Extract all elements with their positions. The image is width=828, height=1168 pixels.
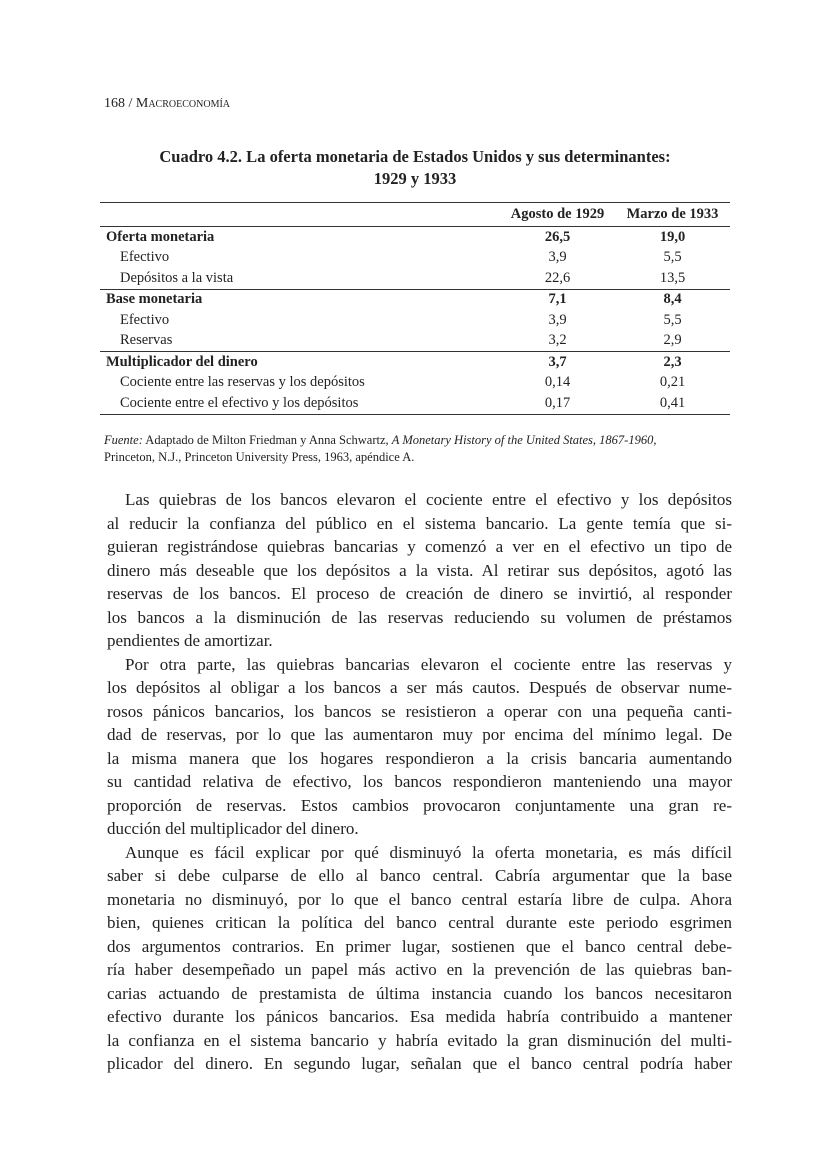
table-row (100, 268, 730, 289)
text-line: los bancos a la disminución de las reservas reduciendo su volumen de préstamos (107, 607, 732, 627)
value-1929: 0,14 (544, 374, 571, 391)
page-number: 168 / (104, 96, 133, 111)
table-row (100, 331, 730, 352)
table-row (100, 352, 730, 373)
text-line: Las quiebras de los bancos elevaron el cociente entre el efectivo y los depósitos (125, 490, 732, 509)
value-1929: 26,5 (500, 227, 615, 248)
table-row (100, 289, 730, 310)
text-line: proporción de reservas. Estos cambios provocaron conjuntamente una gran re- (107, 795, 732, 815)
text-line: pendientes de amortizar. (107, 631, 273, 650)
text-line: guieran registrándose quiebras bancarias y comenzó a ver en el efectivo un tipo de (107, 537, 732, 556)
row-label: Oferta monetaria (100, 227, 500, 248)
text-line: Aunque es fácil explicar por qué disminuyó la oferta monetaria, es más difícil (125, 842, 732, 862)
table-row (100, 393, 730, 414)
text-line: la misma manera que los hogares respondieron a la crisis bancaria aumentando (107, 748, 732, 768)
table-row (100, 373, 730, 394)
text-line: efectivo durante los pánicos bancarios. Esa medida habría contribuido a mantener (107, 1007, 732, 1026)
row-label: Reservas (120, 332, 173, 349)
text-line: ría haber desempeñado un papel más activo en la prevención de las quiebras ban- (107, 960, 732, 979)
row-label: Multiplicador del dinero (100, 352, 500, 373)
book-title: Macroeconomía (135, 96, 231, 111)
text-line: dinero más deseable que los depósitos a la vista. Al retirar sus depósitos, agotó las (107, 560, 732, 580)
value-1929: 3,2 (548, 332, 567, 349)
header-blank (100, 203, 500, 227)
row-label: Cociente entre el efectivo y los depósitos (100, 393, 500, 414)
value-1933: 2,9 (663, 332, 682, 349)
text-line: carias actuando de prestamista de última instancia cuando los bancos necesitaron (107, 983, 732, 1003)
column-header: Agosto de 1929 (500, 203, 615, 227)
text-line: monetaria no disminuyó, por lo que el banco central estaría libre de culpa. Ahora (107, 889, 732, 909)
paragraph (107, 488, 732, 653)
row-label: Depósitos a la vista (120, 269, 234, 286)
table-row (100, 310, 730, 331)
text-line: al reducir la confianza del público en el sistema bancario. La gente temía que si- (107, 513, 732, 533)
table-source (104, 432, 734, 466)
value-1933: 5,5 (663, 311, 682, 328)
table-title (100, 146, 730, 190)
value-1933: 5,5 (663, 249, 682, 266)
row-label: Efectivo (120, 311, 170, 328)
value-1929: 3,9 (548, 249, 567, 266)
value-1929: 0,17 (500, 393, 615, 414)
text-line: la confianza en el sistema bancario y habría evitado la gran disminución del multi- (107, 1030, 732, 1050)
value-1933: 19,0 (615, 227, 730, 248)
row-label: Base monetaria (100, 289, 500, 310)
value-1929: 3,9 (548, 311, 567, 328)
text-line: los depósitos al obligar a los bancos a ser más cautos. Después de observar nume- (107, 678, 732, 697)
text-line: rosos pánicos bancarios, los bancos se resistieron a operar con una pequeña canti- (107, 701, 732, 721)
body-text (107, 488, 732, 1076)
source-book-title: A Monetary History of the United States, 1867-1960, (391, 433, 657, 447)
text-line: dad de reservas, por lo que las aumentaron muy por encima del mínimo legal. De (107, 725, 732, 744)
value-1933: 0,21 (659, 374, 686, 391)
text-line: reservas de los bancos. El proceso de creación de dinero se invirtió, al responder (107, 584, 732, 603)
source-text: Adaptado de Milton Friedman y Anna Schwartz, (142, 433, 392, 447)
source-text: Princeton, N.J., Princeton University Press, 1963, apéndice A. (104, 450, 415, 464)
text-line: saber si debe culparse de ello al banco central. Cabría argumentar que la base (107, 866, 732, 885)
text-line: su cantidad relativa de efectivo, los bancos respondieron manteniendo una mayor (107, 772, 732, 791)
value-1933: 0,41 (615, 393, 730, 414)
paragraph (107, 653, 732, 841)
source-label: Fuente: (104, 433, 143, 447)
value-1933: 8,4 (615, 289, 730, 310)
row-label: Efectivo (120, 249, 170, 266)
value-1933: 13,5 (659, 269, 686, 286)
text-line: dos argumentos contrarios. En primer lugar, sostienen que el banco central debe- (107, 936, 732, 956)
text-line: bien, quienes critican la política del banco central durante este periodo esgrimen (107, 913, 732, 932)
table-title-line: 1929 y 1933 (373, 169, 457, 188)
value-1929: 7,1 (500, 289, 615, 310)
value-1933: 2,3 (615, 352, 730, 373)
row-label: Cociente entre las reservas y los depósitos (120, 374, 365, 391)
paragraph (107, 841, 732, 1076)
text-line: plicador del dinero. En segundo lugar, señalan que el banco central podría haber (107, 1054, 732, 1073)
column-header: Marzo de 1933 (615, 203, 730, 227)
running-header (104, 96, 230, 112)
table-row (100, 248, 730, 269)
money-supply-table (100, 202, 730, 415)
value-1929: 22,6 (544, 269, 571, 286)
text-line: ducción del multiplicador del dinero. (107, 819, 359, 838)
table-row (100, 227, 730, 248)
table-title-line: Cuadro 4.2. La oferta monetaria de Estados Unidos y sus determinantes: (159, 147, 671, 166)
value-1929: 3,7 (500, 352, 615, 373)
text-line: Por otra parte, las quiebras bancarias elevaron el cociente entre las reservas y (125, 654, 732, 674)
